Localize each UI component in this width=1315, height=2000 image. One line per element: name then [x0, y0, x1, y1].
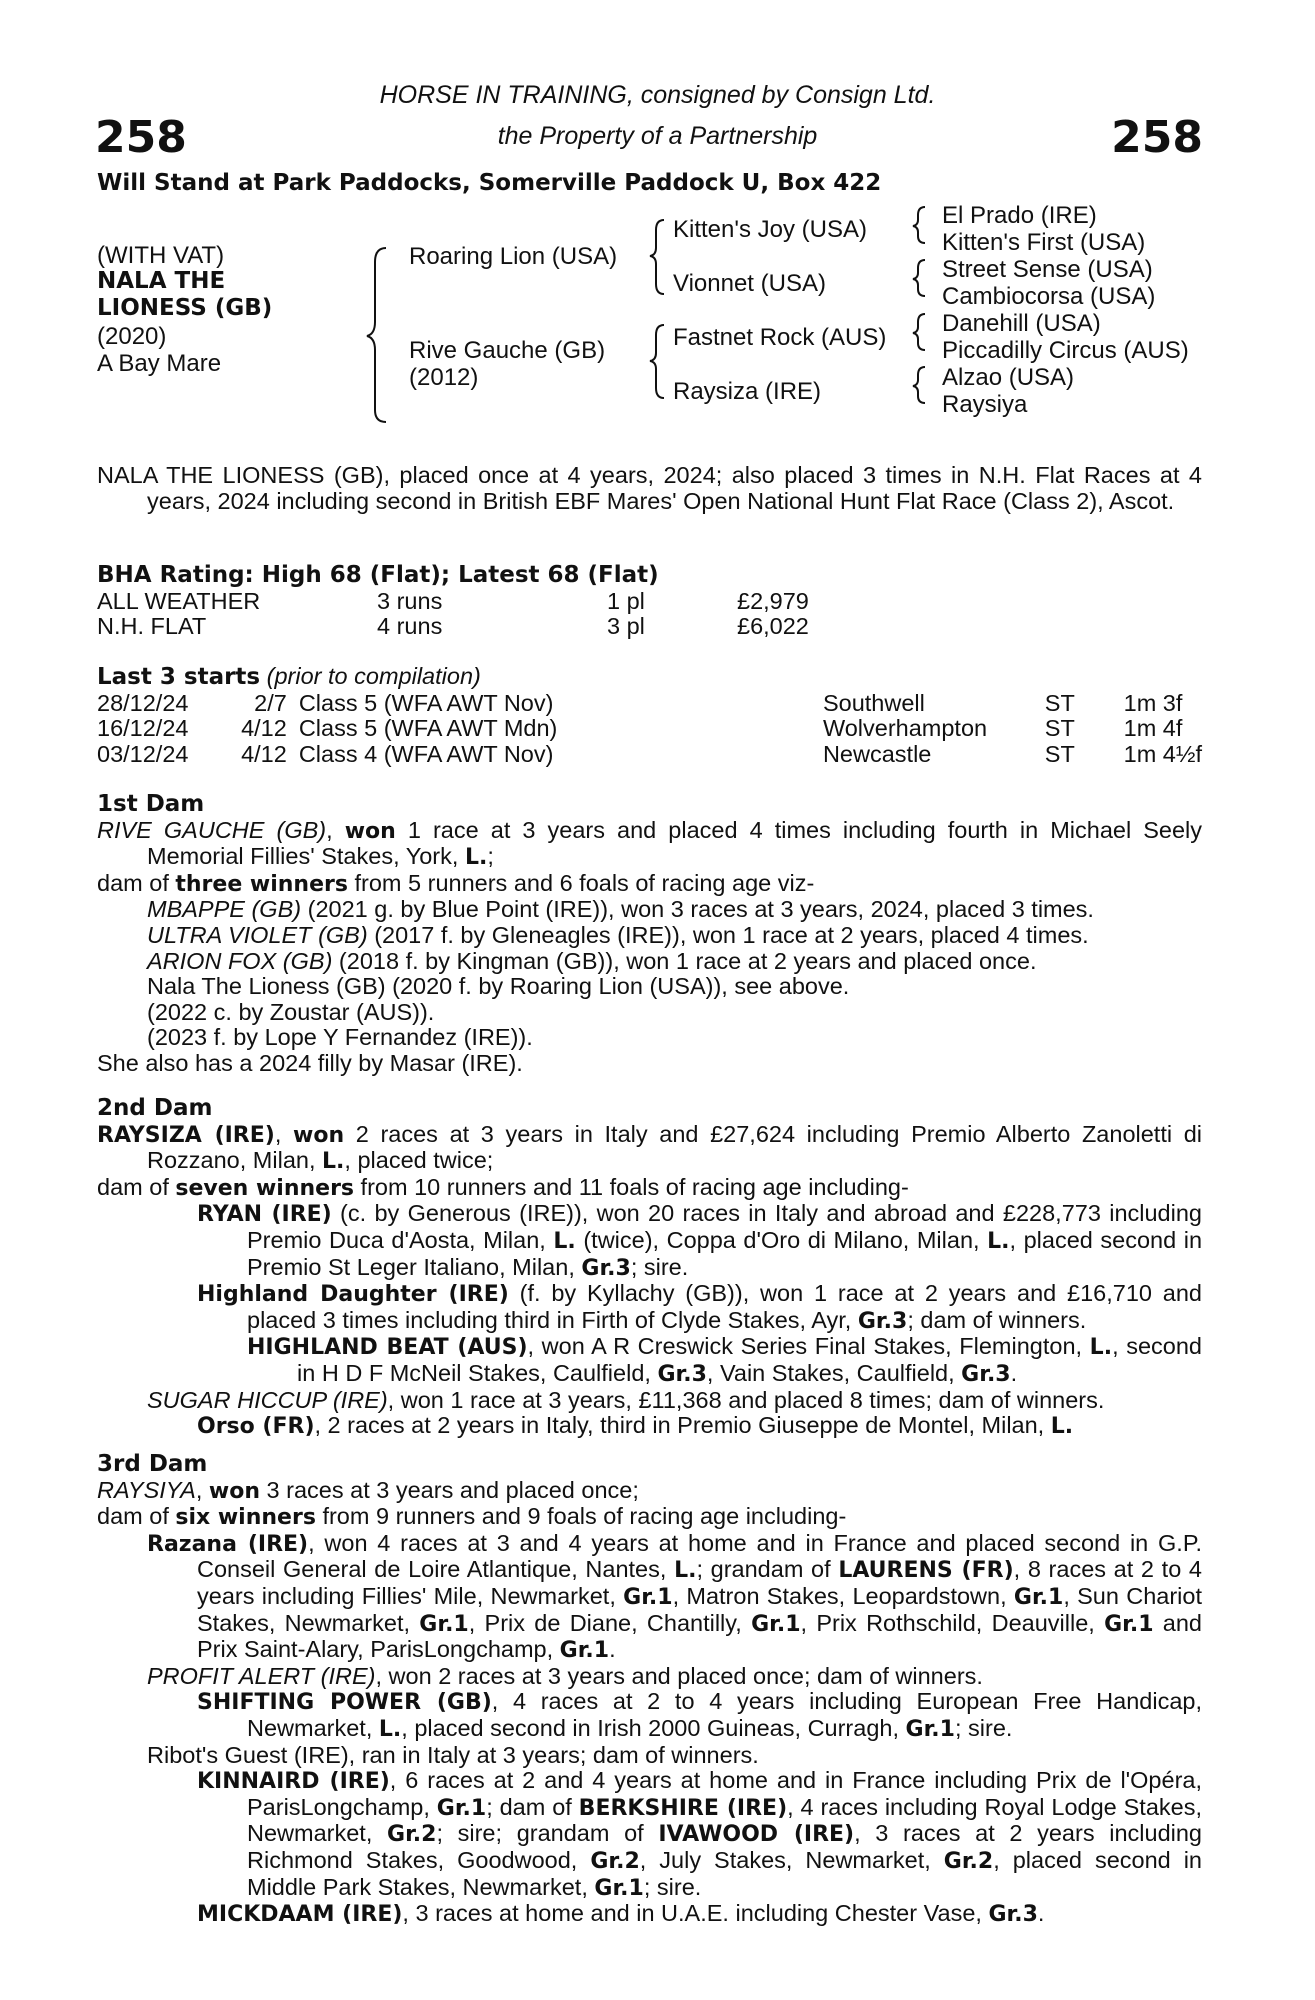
- third-dam-produce: dam of six winners from 9 runners and 9 foals of racing age including-: [97, 1503, 847, 1531]
- lot-number-left: 258: [95, 112, 187, 163]
- last-starts-heading: Last 3 starts: [97, 664, 261, 690]
- start-distance: 1m 4f: [1123, 715, 1183, 742]
- list-item: PROFIT ALERT (IRE), won 2 races at 3 years and placed once; dam of winners.: [147, 1662, 983, 1689]
- pedigree-dam-dam: Raysiza (IRE): [673, 378, 822, 405]
- pedigree-dds: Alzao (USA): [942, 364, 1075, 391]
- pedigree-dss: Danehill (USA): [942, 310, 1101, 337]
- start-course: Wolverhampton: [822, 715, 988, 742]
- start-race: Class 5 (WFA AWT Mdn): [298, 715, 558, 742]
- first-dam-record: RIVE GAUCHE (GB), won 1 race at 3 years and placed 4 times including fourth in Michael Seely Memorial Fillies' Stakes, York, L.;: [97, 816, 1203, 871]
- rating-runs: 3 runs: [377, 587, 443, 614]
- start-date: 03/12/24: [97, 740, 189, 767]
- brace-dd: [913, 367, 925, 403]
- list-item: SUGAR HICCUP (IRE), won 1 race at 3 years, £11,368 and placed 8 times; dam of winners.: [147, 1386, 1105, 1413]
- list-item: (2023 f. by Lope Y Fernandez (IRE)).: [147, 1024, 533, 1051]
- brace-sire: [650, 220, 664, 294]
- header-property: the Property of a Partnership: [497, 122, 818, 150]
- start-course: Newcastle: [822, 740, 932, 767]
- list-item: MICKDAAM (IRE), 3 races at home and in U.A.E. including Chester Vase, Gr.3.: [197, 1900, 1045, 1928]
- first-dam-also: She also has a 2024 filly by Masar (IRE).: [97, 1049, 523, 1076]
- start-position: 4/12: [241, 715, 287, 742]
- start-position: 4/12: [241, 740, 287, 767]
- start-date: 16/12/24: [97, 715, 189, 742]
- horse-name-line1: NALA THE: [97, 268, 226, 294]
- brace-sd: [913, 260, 925, 296]
- list-item: ULTRA VIOLET (GB) (2017 f. by Gleneagles (IRE)), won 1 race at 2 years, placed 4 times.: [147, 921, 1089, 948]
- brace-gen1: [367, 248, 386, 422]
- rating-surface: ALL WEATHER: [97, 587, 261, 614]
- pedigree-sire-sire: Kitten's Joy (USA): [673, 216, 867, 243]
- rating-surface: N.H. FLAT: [97, 613, 207, 640]
- rating-placings: 1 pl: [607, 587, 645, 614]
- horse-year: (2020): [97, 323, 167, 350]
- pedigree-dsd: Piccadilly Circus (AUS): [942, 337, 1189, 364]
- table-row: [97, 589, 809, 615]
- table-row: [97, 716, 1202, 742]
- last-starts-note: (prior to compilation): [266, 663, 481, 689]
- first-dam-heading: 1st Dam: [97, 791, 205, 817]
- rating-prize-money: £6,022: [737, 613, 809, 640]
- pedigree-ssd: Kitten's First (USA): [942, 229, 1146, 256]
- vat-label: (WITH VAT): [97, 242, 225, 269]
- start-distance: 1m 4½f: [1123, 740, 1202, 767]
- list-item: Highland Daughter (IRE) (f. by Kyllachy (GB)), won 1 race at 2 years and £16,710 and placed 3 times including third in Firth of Clyde Stakes, Ayr, Gr.3; dam of winners.: [197, 1280, 1202, 1334]
- list-item: Orso (FR), 2 races at 2 years in Italy, third in Premio Giuseppe de Montel, Milan, L.: [197, 1412, 1074, 1440]
- last-starts-block: [97, 664, 1202, 767]
- list-item: Razana (IRE), won 4 races at 3 and 4 years at home and in France and placed second in G.P. Conseil General de Loire Atlantique, Nantes, L.; grandam of LAURENS (FR), 8 races at 2 to 4 years including Fillies' Mile, Newmarket, Gr.1, Matron Stakes, Leopardstown, Gr.1, Sun Chariot Stakes, Newmarket, Gr.1, Prix de Diane, Chantilly, Gr.1, Prix Rothschild, Deauville, Gr.1 and Prix Saint-Alary, ParisLongchamp, Gr.1.: [147, 1529, 1202, 1664]
- list-item: Nala The Lioness (GB) (2020 f. by Roaring Lion (USA)), see above.: [147, 973, 850, 1000]
- start-race: Class 5 (WFA AWT Nov): [298, 689, 554, 716]
- stand-location: Will Stand at Park Paddocks, Somerville Paddock U, Box 422: [97, 170, 882, 196]
- list-item: KINNAIRD (IRE), 6 races at 2 and 4 years at home and in France including Prix de l'Opéra, ParisLongchamp, Gr.1; dam of BERKSHIRE (IRE), 4 races including Royal Lodge Stakes, Newmarket, Gr.2; sire; grandam of IVAWOOD (IRE), 3 races at 2 years including Richmond Stakes, Goodwood, Gr.2, July Stakes, Newmarket, Gr.2, placed second in Middle Park Stakes, Newmarket, Gr.1; sire.: [197, 1767, 1203, 1901]
- pedigree-sds: Street Sense (USA): [942, 256, 1153, 283]
- pedigree-sss: El Prado (IRE): [942, 202, 1097, 229]
- pedigree-dam: Rive Gauche (GB): [409, 337, 606, 364]
- list-item: ARION FOX (GB) (2018 f. by Kingman (GB)), won 1 race at 2 years and placed once.: [147, 947, 1037, 974]
- start-position: 2/7: [254, 689, 287, 716]
- table-row: [97, 691, 1202, 717]
- start-going: ST: [1044, 740, 1075, 767]
- bha-rating-heading: BHA Rating: High 68 (Flat); Latest 68 (Flat): [97, 562, 659, 588]
- start-race: Class 4 (WFA AWT Nov): [298, 740, 554, 767]
- pedigree-dam-year: (2012): [409, 364, 479, 391]
- third-dam-block: [97, 1452, 1202, 1928]
- list-item: (2022 c. by Zoustar (AUS)).: [147, 998, 435, 1025]
- horse-summary: NALA THE LIONESS (GB), placed once at 4 years, 2024; also placed 3 times in N.H. Flat Races at 4 years, 2024 including second in British EBF Mares' Open National Hunt Flat Race (Class 2), Ascot.: [97, 462, 1202, 514]
- table-row: [97, 742, 1202, 768]
- lot-number-right: 258: [1111, 112, 1203, 163]
- pedigree-sire-dam: Vionnet (USA): [673, 270, 826, 297]
- start-distance: 1m 3f: [1123, 689, 1183, 716]
- pedigree-sdd: Cambiocorsa (USA): [942, 283, 1156, 310]
- list-item: HIGHLAND BEAT (AUS), won A R Creswick Series Final Stakes, Flemington, L., second in H D F McNeil Stakes, Caulfield, Gr.3, Vain Stakes, Caulfield, Gr.3.: [247, 1333, 1202, 1387]
- second-dam-produce: dam of seven winners from 10 runners and 11 foals of racing age including-: [97, 1173, 909, 1201]
- first-dam-produce: dam of three winners from 5 runners and 6 foals of racing age viz-: [97, 869, 815, 897]
- start-going: ST: [1044, 689, 1075, 716]
- second-dam-heading: 2nd Dam: [97, 1095, 213, 1121]
- list-item: RYAN (IRE) (c. by Generous (IRE)), won 20 races in Italy and abroad and £228,773 including Premio Duca d'Aosta, Milan, L. (twice), Coppa d'Oro di Milano, Milan, L., placed second in Premio St Leger Italiano, Milan, Gr.3; sire.: [197, 1200, 1203, 1281]
- horse-name-line2: LIONESS (GB): [97, 295, 273, 321]
- first-dam-block: [97, 792, 1202, 1077]
- rating-block: [97, 563, 1202, 640]
- rating-table: [97, 589, 809, 640]
- list-item: SHIFTING POWER (GB), 4 races at 2 to 4 years including European Free Handicap, Newmarket, L., placed second in Irish 2000 Guineas, Curragh, Gr.1; sire.: [197, 1688, 1202, 1742]
- pedigree-ddd: Raysiya: [942, 391, 1028, 418]
- list-item: MBAPPE (GB) (2021 g. by Blue Point (IRE)), won 3 races at 3 years, 2024, placed 3 times.: [147, 896, 1094, 923]
- start-course: Southwell: [822, 689, 925, 716]
- list-item: Ribot's Guest (IRE), ran in Italy at 3 years; dam of winners.: [147, 1741, 759, 1768]
- last-starts-table: [97, 691, 1202, 768]
- pedigree-dam-sire: Fastnet Rock (AUS): [673, 324, 887, 351]
- second-dam-record: RAYSIZA (IRE), won 2 races at 3 years in Italy and £27,624 including Premio Alberto Zanoletti di Rozzano, Milan, L., placed twice;: [97, 1120, 1203, 1175]
- brace-dam: [650, 325, 664, 398]
- pedigree-sire: Roaring Lion (USA): [409, 243, 618, 270]
- pedigree-brackets: [0, 0, 1315, 430]
- brace-ss: [913, 207, 925, 243]
- third-dam-record: RAYSIYA, won 3 races at 3 years and placed once;: [97, 1476, 639, 1504]
- rating-prize-money: £2,979: [737, 587, 809, 614]
- rating-placings: 3 pl: [607, 613, 645, 640]
- brace-ds: [913, 314, 925, 350]
- rating-runs: 4 runs: [377, 613, 443, 640]
- start-date: 28/12/24: [97, 689, 189, 716]
- table-row: [97, 614, 809, 640]
- third-dam-heading: 3rd Dam: [97, 1451, 208, 1477]
- header-consignor: HORSE IN TRAINING, consigned by Consign Ltd.: [379, 81, 936, 109]
- start-going: ST: [1044, 715, 1075, 742]
- second-dam-block: [97, 1096, 1202, 1440]
- horse-description: A Bay Mare: [97, 350, 222, 377]
- summary-block: [97, 463, 1202, 514]
